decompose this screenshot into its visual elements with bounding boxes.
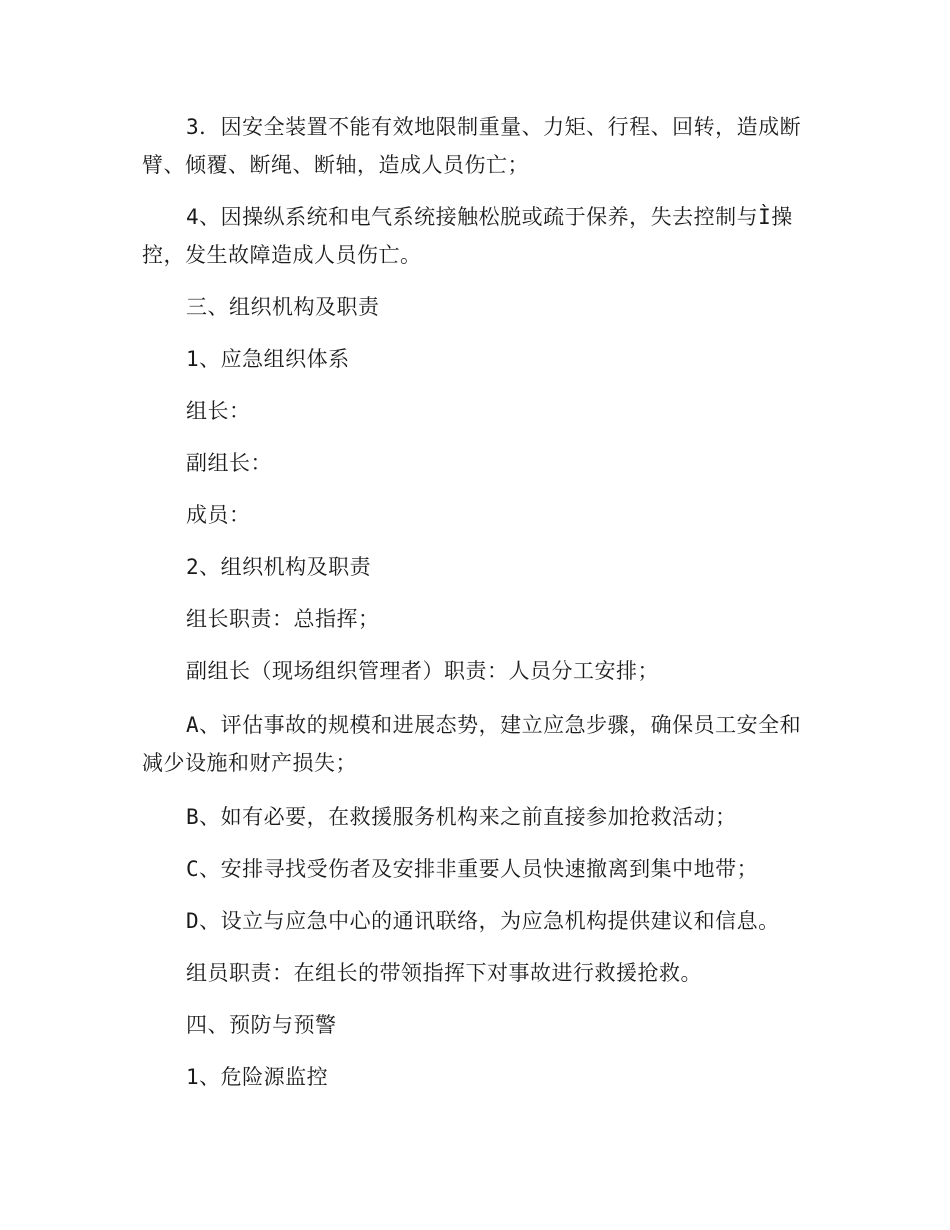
paragraph-deputy-leader: 副组长： xyxy=(186,451,272,475)
paragraph-duty-b: B、如有必要，在救援服务机构来之前直接参加抢救活动； xyxy=(186,805,737,829)
section-heading-organization: 三、组织机构及职责 xyxy=(186,295,380,319)
paragraph-duty-c: C、安排寻找受伤者及安排非重要人员快速撤离到集中地带； xyxy=(186,857,759,881)
paragraph-deputy-duty: 副组长（现场组织管理者）职责：人员分工安排； xyxy=(186,659,659,683)
paragraph-item-3-safety-device: 3．因安全装置不能有效地限制重量、力矩、行程、回转，造成断臂、倾覆、断绳、断轴，造成人员伤亡； xyxy=(142,115,802,177)
paragraph-item-4-control-system: 4、因操纵系统和电气系统接触松脱或疏于保养，失去控制与Ì操控，发生故障造成人员伤亡。 xyxy=(142,205,793,267)
paragraph-duty-d: D、设立与应急中心的通讯联络，为应急机构提供建议和信息。 xyxy=(186,909,780,933)
paragraph-leader-duty: 组长职责：总指挥； xyxy=(186,607,380,631)
section-heading-prevention: 四、预防与预警 xyxy=(186,1013,337,1037)
paragraph-members: 成员： xyxy=(186,503,251,527)
subheading-organization-duties: 2、组织机构及职责 xyxy=(186,555,372,579)
subheading-hazard-monitoring: 1、危险源监控 xyxy=(186,1065,329,1089)
paragraph-member-duty: 组员职责：在组长的带领指挥下对事故进行救援抢救。 xyxy=(186,961,702,985)
paragraph-leader: 组长： xyxy=(186,399,251,423)
subheading-emergency-system: 1、应急组织体系 xyxy=(186,347,350,371)
paragraph-duty-a: A、评估事故的规模和进展态势，建立应急步骤，确保员工安全和减少设施和财产损失； xyxy=(142,713,802,775)
